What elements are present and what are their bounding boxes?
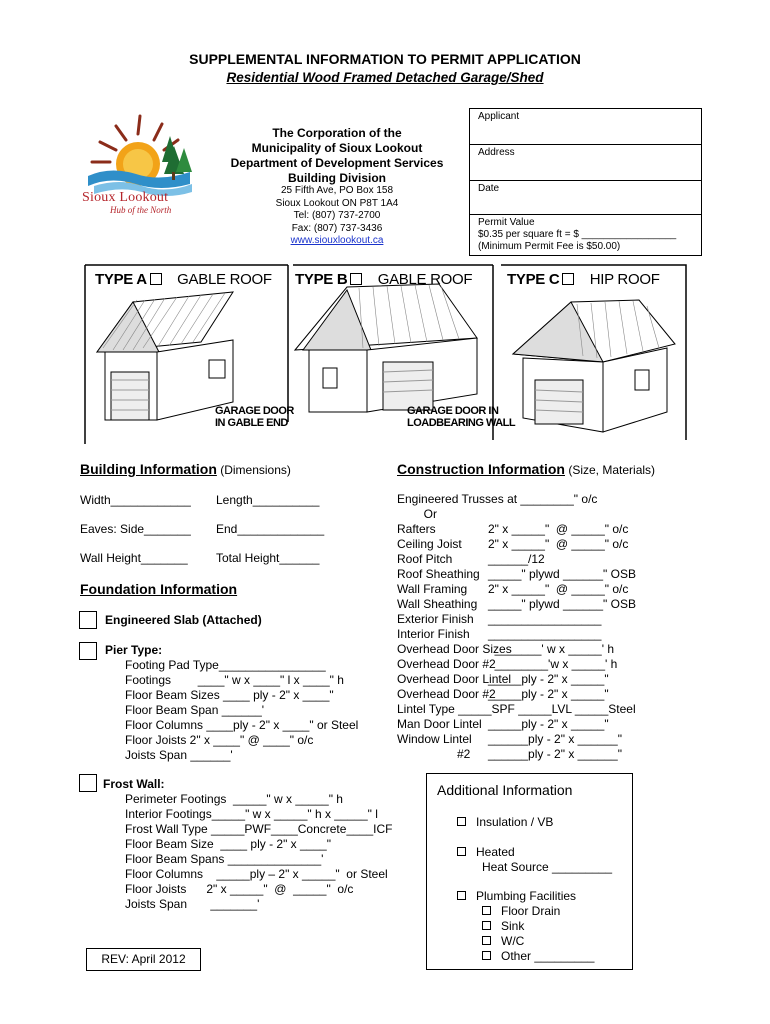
construction-label: Overhead Door Lintel <box>397 672 512 686</box>
address-label: Address <box>478 147 515 158</box>
construction-row[interactable] <box>397 582 677 597</box>
wall-height-field[interactable]: Wall Height_______ <box>80 551 188 565</box>
pier-type-checkbox[interactable] <box>79 642 97 660</box>
construction-label: Overhead Door #2 <box>397 657 496 671</box>
address-line: Sioux Lookout ON P8T 1A4 <box>275 197 399 209</box>
type-c-option[interactable] <box>507 271 660 288</box>
plumbing-checkbox[interactable] <box>457 891 466 900</box>
sioux-lookout-logo <box>80 112 205 222</box>
logo-tagline: Hub of the North <box>110 205 172 215</box>
type-a-option[interactable] <box>95 271 272 288</box>
municipality-block <box>222 126 452 186</box>
construction-row[interactable] <box>397 537 677 552</box>
wc-checkbox[interactable] <box>482 936 491 945</box>
construction-value[interactable]: 2" x _____" @ _____" o/c <box>488 537 629 551</box>
construction-value[interactable]: ______/12 <box>488 552 545 566</box>
construction-row[interactable] <box>397 522 677 537</box>
insulation-label: Insulation / VB <box>476 815 554 829</box>
type-b-note <box>407 405 515 429</box>
construction-row[interactable] <box>397 612 677 627</box>
applicant-label: Applicant <box>478 111 520 122</box>
building-info-heading <box>80 461 291 477</box>
type-c-label: TYPE C <box>507 271 560 288</box>
construction-value[interactable]: _________________ <box>488 612 602 626</box>
wc-label: W/C <box>501 934 525 948</box>
construction-row[interactable] <box>397 552 677 567</box>
width-field[interactable]: Width____________ <box>80 493 191 507</box>
pier-details <box>125 658 358 763</box>
construction-label: Rafters <box>397 522 436 536</box>
type-a-label: TYPE A <box>95 271 147 288</box>
construction-label: Roof Sheathing <box>397 567 480 581</box>
construction-label: Wall Sheathing <box>397 597 478 611</box>
pier-line[interactable]: Floor Columns ____ply - 2" x ____" or Steel <box>125 718 359 732</box>
other-label: Other _________ <box>501 949 595 963</box>
construction-row[interactable] <box>397 687 677 702</box>
pier-line[interactable]: Footing Pad Type________________ <box>125 658 326 672</box>
construction-row[interactable] <box>397 657 677 672</box>
permit-rate: $0.35 per square ft = $ _________________ <box>478 229 677 240</box>
type-b-note-line: LOADBEARING WALL <box>407 417 516 429</box>
construction-label: Man Door Lintel <box>397 717 482 731</box>
building-types-panel <box>83 262 688 444</box>
heated-option[interactable] <box>457 845 515 860</box>
revision-label: REV: April 2012 <box>86 948 201 971</box>
frost-line[interactable]: Floor Beam Size ____ ply - 2" x ____" <box>125 837 331 851</box>
construction-label: Overhead Door Sizes <box>397 642 512 656</box>
type-b-roof: GABLE ROOF <box>377 271 473 288</box>
type-c-house-icon <box>513 300 675 432</box>
construction-label: Roof Pitch <box>397 552 453 566</box>
additional-info-title: Additional Information <box>437 782 573 798</box>
address-block <box>222 185 452 248</box>
type-a-note-line: GARAGE DOOR <box>215 405 294 417</box>
construction-value[interactable]: _____ply - 2" x _____" <box>488 672 609 686</box>
type-b-house-icon <box>295 284 477 412</box>
form-title: SUPPLEMENTAL INFORMATION TO PERMIT APPLICATION <box>189 51 581 67</box>
heated-label: Heated <box>476 845 515 859</box>
construction-value[interactable]: ______ply - 2" x ______" <box>488 732 622 746</box>
construction-info-title: Construction Information <box>397 461 565 477</box>
eaves-end-field[interactable]: End_____________ <box>216 522 325 536</box>
applicant-box <box>469 108 702 256</box>
plumbing-label: Plumbing Facilities <box>476 889 577 903</box>
frost-line[interactable]: Perimeter Footings _____" w x _____" h <box>125 792 343 806</box>
floor-drain-option[interactable] <box>482 904 560 919</box>
frost-line[interactable]: Frost Wall Type _____PWF____Concrete____ICF <box>125 822 393 836</box>
municipality-line: Municipality of Sioux Lookout <box>251 141 423 155</box>
construction-value[interactable]: _____ply - 2" x _____" <box>488 717 609 731</box>
type-b-checkbox[interactable] <box>350 273 362 285</box>
plumbing-option[interactable] <box>457 889 576 904</box>
type-a-note <box>215 405 294 429</box>
building-illustrations <box>83 262 688 444</box>
construction-row[interactable] <box>397 732 677 747</box>
permit-value-field[interactable] <box>470 215 701 257</box>
additional-info-box <box>426 773 633 970</box>
pier-type-label: Pier Type: <box>105 643 163 657</box>
sink-checkbox[interactable] <box>482 921 491 930</box>
total-height-field[interactable]: Total Height______ <box>216 551 320 565</box>
construction-row[interactable] <box>397 747 677 762</box>
type-a-checkbox[interactable] <box>150 273 162 285</box>
type-b-option[interactable] <box>295 271 472 288</box>
address-line: 25 Fifth Ave, PO Box 158 <box>280 185 394 196</box>
construction-row[interactable] <box>397 717 677 732</box>
date-field[interactable] <box>470 181 701 215</box>
wc-option[interactable] <box>482 934 524 949</box>
sink-label: Sink <box>501 919 525 933</box>
frost-line[interactable]: Floor Beam Spans ______________' <box>125 852 324 866</box>
type-a-house-icon <box>97 292 233 420</box>
construction-row[interactable] <box>397 672 677 687</box>
pier-line[interactable]: Floor Beam Sizes ____ ply - 2" x ____" <box>125 688 334 702</box>
construction-value[interactable]: _______' w x _____' h <box>488 642 615 656</box>
floor-drain-checkbox[interactable] <box>482 906 491 915</box>
municipality-line: The Corporation of the <box>272 126 402 140</box>
construction-row[interactable] <box>397 642 677 657</box>
construction-label: Or <box>397 507 438 521</box>
length-field[interactable]: Length__________ <box>216 493 320 507</box>
frost-line[interactable]: Joists Span _______' <box>125 897 260 911</box>
construction-label: Ceiling Joist <box>397 537 462 551</box>
logo-emblem-icon <box>80 112 205 202</box>
address-field[interactable] <box>470 145 701 181</box>
other-option[interactable] <box>482 949 594 964</box>
logo-name: Sioux Lookout <box>82 190 169 205</box>
construction-list <box>397 492 677 762</box>
frost-line[interactable]: Interior Footings_____" w x _____" h x _____" l <box>125 807 378 821</box>
pier-line[interactable]: Floor Beam Span ______' <box>125 703 265 717</box>
phone-line: Tel: (807) 737-2700 <box>293 210 381 221</box>
construction-value[interactable]: ________'w x _____' h <box>488 657 618 671</box>
construction-value[interactable]: _____" plywd ______" OSB <box>488 597 636 611</box>
frost-wall-details <box>125 792 392 912</box>
type-c-roof: HIP ROOF <box>589 271 660 288</box>
type-b-note-line: GARAGE DOOR IN <box>407 405 499 417</box>
building-info-title: Building Information <box>80 461 217 477</box>
construction-row[interactable] <box>397 627 677 642</box>
permit-value-label: Permit Value <box>478 217 535 228</box>
eaves-side-field[interactable]: Eaves: Side_______ <box>80 522 191 536</box>
construction-label: Engineered Trusses at ________" o/c <box>397 492 598 506</box>
construction-value[interactable]: 2" x _____" @ _____" o/c <box>488 582 629 596</box>
construction-value[interactable]: 2" x _____" @ _____" o/c <box>488 522 629 536</box>
pier-line[interactable]: Joists Span ______' <box>125 748 233 762</box>
type-c-checkbox[interactable] <box>562 273 574 285</box>
construction-value[interactable]: _____ply - 2" x _____" <box>488 687 609 701</box>
construction-value[interactable]: _____" plywd ______" OSB <box>488 567 636 581</box>
construction-row[interactable] <box>397 492 677 507</box>
engineered-slab-checkbox[interactable] <box>79 611 97 629</box>
construction-info-note: (Size, Materials) <box>568 463 656 477</box>
type-b-label: TYPE B <box>295 271 348 288</box>
date-label: Date <box>478 183 500 194</box>
frost-wall-label: Frost Wall: <box>103 777 165 791</box>
construction-label: Window Lintel <box>397 732 472 746</box>
pier-line[interactable]: Footings ____" w x ____" l x ____" h <box>125 673 344 687</box>
construction-value[interactable]: ______ply - 2" x ______" <box>488 747 622 761</box>
construction-info-heading <box>397 461 655 477</box>
foundation-heading: Foundation Information <box>80 581 238 597</box>
website-link[interactable]: www.siouxlookout.ca <box>290 235 384 246</box>
sink-option[interactable] <box>482 919 524 934</box>
permit-minimum: (Minimum Permit Fee is $50.00) <box>478 241 621 252</box>
fax-line: Fax: (807) 737-3436 <box>291 222 383 234</box>
insulation-option[interactable] <box>457 815 553 830</box>
construction-label: Interior Finish <box>397 627 470 641</box>
construction-label: Lintel Type _____SPF _____LVL _____Steel <box>397 702 636 716</box>
municipality-line: Department of Development Services <box>230 156 444 170</box>
applicant-field[interactable] <box>470 109 701 145</box>
construction-value[interactable]: _________________ <box>488 627 602 641</box>
heated-checkbox[interactable] <box>457 847 466 856</box>
municipality-line: Building Division <box>288 171 386 185</box>
pier-line[interactable]: Floor Joists 2" x ____" @ ____" o/c <box>125 733 314 747</box>
building-info-note: (Dimensions) <box>220 463 291 477</box>
construction-row[interactable] <box>397 597 677 612</box>
form-subtitle: Residential Wood Framed Detached Garage/Shed <box>226 70 544 85</box>
construction-row[interactable] <box>397 702 677 717</box>
floor-drain-label: Floor Drain <box>501 904 561 918</box>
construction-label: #2 <box>397 747 471 761</box>
construction-label: Overhead Door #2 <box>397 687 496 701</box>
construction-label: Wall Framing <box>397 582 468 596</box>
construction-row[interactable] <box>397 507 677 522</box>
frost-line[interactable]: Floor Columns _____ply – 2" x _____" or Steel <box>125 867 388 881</box>
engineered-slab-label: Engineered Slab (Attached) <box>105 613 262 627</box>
frost-line[interactable]: Floor Joists 2" x _____" @ _____" o/c <box>125 882 354 896</box>
type-a-note-line: IN GABLE END <box>215 417 288 429</box>
other-checkbox[interactable] <box>482 951 491 960</box>
construction-row[interactable] <box>397 567 677 582</box>
frost-wall-checkbox[interactable] <box>79 774 97 792</box>
insulation-checkbox[interactable] <box>457 817 466 826</box>
construction-label: Exterior Finish <box>397 612 474 626</box>
heat-source-field[interactable]: Heat Source _________ <box>482 860 613 874</box>
type-a-roof: GABLE ROOF <box>177 271 272 288</box>
